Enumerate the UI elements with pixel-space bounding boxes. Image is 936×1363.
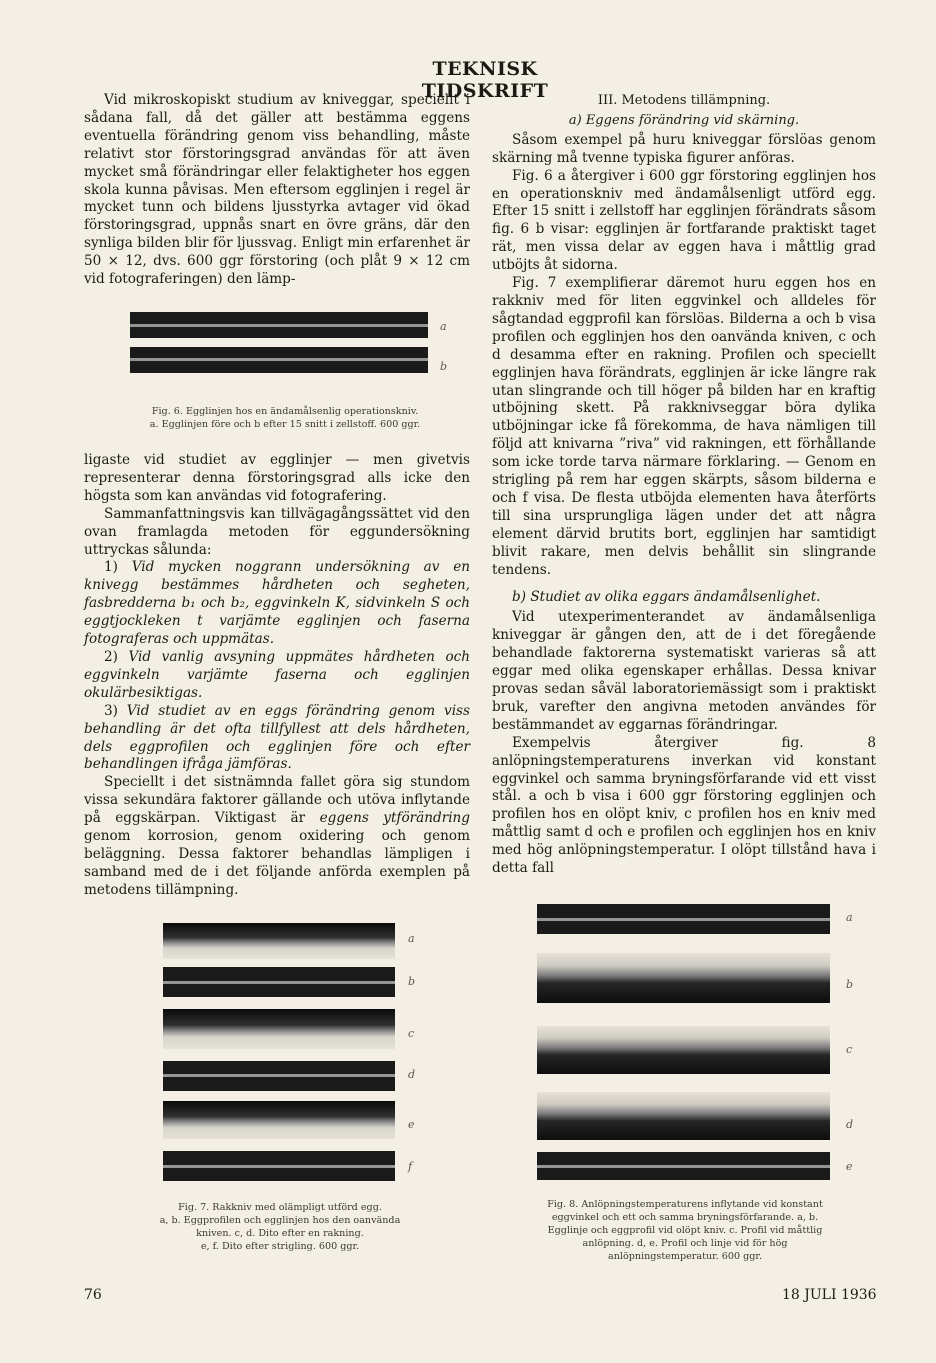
fig7-label-f: f [408,1160,413,1173]
fig7-label-a: a [408,932,415,945]
masthead-title: TEKNISK TIDSKRIFT [421,58,549,102]
left-paragraph-1: Vid mikroskopiskt studium av kniveggar, speciellt i sådana fall, då det gäller att bestämma eggens eventuella förändring genom viss behandling, måste relativt stor förstoringsgrad användas för att även mycket små förändringar eller felaktigheter hos eggen skola kunna påvisas. Men eftersom egglinjen i regel är mycket tunn och bildens ljusstyrka avtager vid ökad förstoringsgrad, uppnås snart en övre gräns, där den synliga bilden blir för ljussvag. Enligt min erfarenhet är 50 × 12, dvs. 600 ggr förstoring (och plåt 9 × 12 cm vid fotograferingen) den lämp- [84,92,470,288]
page-number: 76 [84,1287,102,1303]
fig7-edge-line-b [163,981,395,984]
list-item-1 [84,559,470,649]
fig7-caption-line-2: a, b. Eggprofilen och egglinjen hos den oanvända kniven. c, d. Dito efter en rakning. [159,1215,401,1239]
fig7-strip-a [163,923,395,959]
section-heading: III. Metodens tillämpning. [597,93,771,108]
fig8-strip-b [537,953,830,1003]
fig8-label-d: d [846,1118,854,1131]
right-paragraph-4: Vid utexperimenterandet av ändamålsenliga kniveggar är gången den, att de i det föregående behandlade faktorerna systematiskt varieras så att eggar med olika egenskaper erhållas. Dessa knivar provas sedan såväl laboratoriemässigt som i praktiskt bruk, varefter den angivna metoden användes för bestämmandet av eggarnas förändringar. [492,609,876,733]
fig6-strip-a [130,312,428,338]
list-num-3: 3) [104,702,118,719]
fig8-caption [535,1198,835,1263]
list-text-2: Vid vanlig avsyning uppmätes hårdheten och eggvinkeln varjämte faserna och egglinjen okulärbesiktigas. [84,648,470,701]
list-num-2: 2) [104,648,118,665]
fig8-strip-c [537,1026,830,1074]
left-paragraph-2: ligaste vid studiet av egglinjer — men givetvis representerar denna förstoringsgrad alls icke den högsta som kan användas vid fotografering. [84,452,470,504]
right-column [492,92,876,878]
fig6-caption-line-2: a. Egglinjen före och b efter 15 snitt i zellstoff. 600 ggr. [149,419,421,430]
subsection-b: b) Studiet av olika eggars ändamålsenlighet. [512,589,821,606]
fig6-strip-b [130,347,428,373]
left-paragraph-3: Sammanfattningsvis kan tillvägagångssättet vid den ovan framlagda metoden för eggundersökning uttryckas sålunda: [84,505,470,558]
fig6-edge-line-a [130,324,428,327]
fig7-caption-line-1: Fig. 7. Rakkniv med olämpligt utförd egg. [178,1202,382,1213]
right-paragraph-3: Fig. 7 exemplifierar däremot huru eggen hos en rakkniv med för liten eggvinkel och alldeles för sågtandad eggprofil kan förslöas. Bilderna a och b visa profilen och egglinjen hos den oanvända kniven, c och d desamma efter en rakning. Profilen och speciellt egglinjen hava förändrats, egglinjen är icke längre rak utan slingrande och till höger på bilden har en kraftig utböjning skett. På rakknivseggar böra dylika utböjningar icke få förekomma, de hava nämligen till följd att knivarna ”riva” vid rakningen, ett förhållande som icke torde tarva närmare förklaring. — Genom en strigling på rem har eggen skärpts, såsom bilderna e och f visa. De flesta utböjda elementen hava återförts till sina ursprungliga lägen under det att några element därvid brutits bort, egglinjen har samtidigt blivit rakare, men delvis behållit sin slingrande tendens. [492,275,876,578]
fig7-label-b: b [408,975,416,988]
list-num-1: 1) [104,559,118,576]
fig6-caption [110,405,460,431]
fig6-label-b: b [440,360,448,373]
p4-start: Speciellt i det sistnämnda fallet göra sig stundom vissa sekundära faktorer gällande och utöva inflytande på eggskärpan. Viktigast är [84,774,470,827]
fig8-label-b: b [846,978,854,991]
fig7-strip-c [163,1009,395,1049]
fig8-label-e: e [846,1160,853,1173]
fig8-strip-e [537,1152,830,1180]
fig7-label-d: d [408,1068,416,1081]
fig8-edge-line-e [537,1165,830,1168]
fig8-caption-text: Fig. 8. Anlöpningstemperaturens inflytande vid konstant eggvinkel och ett och samma bryningsförfarande. a, b. Egglinje och eggprofil vid olöpt kniv. c. Profil vid måttlig anlöpning. d, e. Profil och linje vid för hög anlöpningstemperatur. 600 ggr. [547,1199,823,1262]
fig7-edge-line-f [163,1165,395,1168]
fig6-caption-line-1: Fig. 6. Egglinjen hos en ändamålsenlig operationskniv. [151,406,419,417]
fig7-edge-line-d [163,1074,395,1077]
fig8-edge-line-a [537,918,830,921]
list-item-2 [84,649,470,703]
list-item-3 [84,703,470,775]
list-text-1: Vid mycken noggrann undersökning av en knivegg bestämmes hårdheten och segheten, fasbredderna b₁ och b₂, eggvinkeln K, sidvinkeln S och eggtjockleken t varjämte egglinjen och faserna fotograferas och uppmätas. [84,559,470,648]
fig8-label-a: a [846,911,853,924]
fig7-caption [150,1201,410,1253]
left-column-bottom [84,452,470,900]
list-text-3: Vid studiet av en eggs förändring genom viss behandling är det ofta tillfyllest att dels hårdheten, dels eggprofilen och egglinjen före och efter behandlingen ifråga jämföras. [84,702,470,773]
fig8-strip-d [537,1092,830,1140]
fig7-caption-line-3: e, f. Dito efter strigling. 600 ggr. [200,1241,360,1252]
subsection-a: a) Eggens förändring vid skärning. [568,112,800,128]
right-paragraph-1: Såsom exempel på huru kniveggar förslöas genom skärning må tvenne typiska figurer anföras. [492,131,876,166]
fig6-edge-line-b [130,358,428,361]
fig6-label-a: a [440,320,447,333]
right-paragraph-2: Fig. 6 a återgiver i 600 ggr förstoring egglinjen hos en operationskniv med ändamålsenligt utförd egg. Efter 15 snitt i zellstoff har egglinjen förändrats såsom fig. 6 b visar: egglinjen är fortfarande praktiskt taget rät, men vissa delar av eggen hava i måttlig grad utböjts åt sidorna. [492,167,876,274]
issue-date: 18 JULI 1936 [782,1287,877,1303]
fig7-strip-d [163,1061,395,1091]
left-paragraph-4 [84,774,470,899]
p4-italic: eggens ytförändring [319,810,471,827]
fig7-strip-f [163,1151,395,1181]
fig8-label-c: c [846,1043,853,1056]
right-paragraph-5: Exempelvis återgiver fig. 8 anlöpningstemperaturens inverkan vid konstant eggvinkel och samma bryningsförfarande vid ett visst stål. a och b visa i 600 ggr förstoring egglinjen och profilen hos en olöpt kniv, c profilen hos en kniv med måttlig samt d och e profilen och egglinjen hos en kniv med hög anlöpningstemperatur. I olöpt tillstånd hava i detta fall [492,734,876,877]
left-column-top [84,92,470,289]
fig7-strip-b [163,967,395,997]
fig7-strip-e [163,1101,395,1139]
fig7-label-c: c [408,1027,415,1040]
fig8-strip-a [537,904,830,934]
fig7-label-e: e [408,1118,415,1131]
p4-end: genom korrosion, genom oxidering och genom beläggning. Dessa faktorer behandlas lämpligen i samband med de i det följande anförda exemplen på metodens tillämpning. [84,828,470,898]
